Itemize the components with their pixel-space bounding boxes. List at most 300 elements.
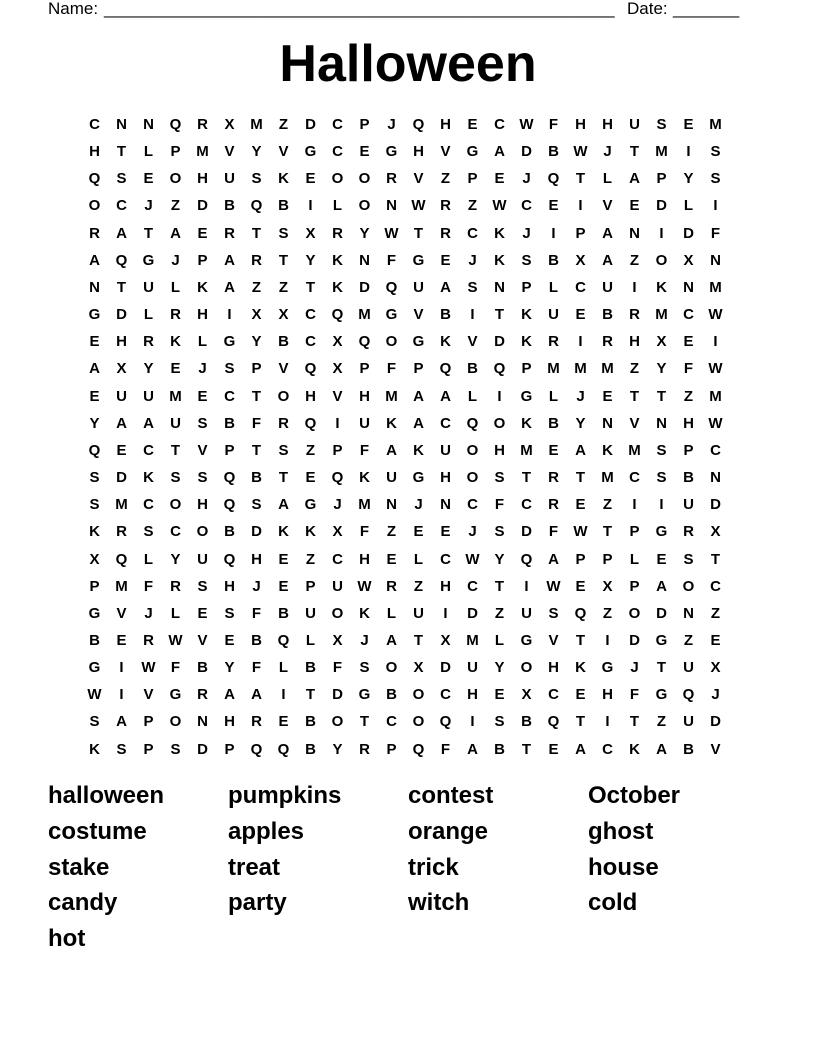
grid-letter: P <box>197 251 208 269</box>
grid-letter: G <box>88 659 101 677</box>
grid-letter: I <box>659 496 664 514</box>
grid-letter: T <box>575 713 586 731</box>
grid-letter: R <box>386 170 397 188</box>
grid-letter: L <box>143 306 154 324</box>
grid-letter: A <box>413 387 424 405</box>
grid-letter: S <box>521 251 532 269</box>
grid-letter: I <box>335 414 340 432</box>
grid-letter: A <box>116 713 127 731</box>
grid-letter: R <box>548 496 559 514</box>
grid-letter: W <box>708 414 723 432</box>
grid-letter: S <box>710 143 721 161</box>
grid-letter: R <box>602 333 613 351</box>
grid-letter: H <box>224 713 235 731</box>
grid-letter: L <box>143 550 154 568</box>
grid-letter: E <box>143 170 154 188</box>
grid-letter: R <box>548 333 559 351</box>
grid-letter: H <box>197 170 208 188</box>
grid-letter: L <box>170 604 181 622</box>
grid-letter: M <box>115 496 128 514</box>
grid-letter: Z <box>602 496 613 514</box>
grid-letter: I <box>713 197 718 215</box>
word-list-item: pumpkins <box>228 782 342 809</box>
grid-letter: C <box>440 686 451 704</box>
grid-letter: S <box>170 469 181 487</box>
grid-letter: Q <box>466 414 479 432</box>
grid-letter: E <box>548 740 559 758</box>
grid-letter: I <box>119 659 124 677</box>
grid-letter: T <box>170 441 181 459</box>
word-list-item: witch <box>408 889 470 917</box>
word-list-item: October <box>588 782 681 809</box>
grid-letter: Q <box>331 469 344 487</box>
grid-letter: O <box>385 333 398 351</box>
grid-letter: R <box>170 306 181 324</box>
grid-letter: E <box>305 170 316 188</box>
grid-letter: X <box>89 550 100 568</box>
grid-letter: B <box>305 740 316 758</box>
grid-letter: B <box>89 631 100 649</box>
grid-letter: A <box>89 251 100 269</box>
grid-letter: A <box>602 224 613 242</box>
grid-letter: L <box>494 631 505 649</box>
grid-letter: N <box>197 713 208 731</box>
grid-letter: K <box>278 170 289 188</box>
grid-letter: N <box>683 278 694 296</box>
grid-letter: A <box>656 577 667 595</box>
grid-letter: I <box>578 333 583 351</box>
grid-letter: G <box>466 143 479 161</box>
grid-letter: M <box>520 441 533 459</box>
grid-letter: P <box>629 523 640 541</box>
grid-letter: L <box>413 550 424 568</box>
grid-letter: R <box>251 251 262 269</box>
grid-letter: W <box>708 306 723 324</box>
word-list-item: party <box>228 889 287 917</box>
grid-letter: C <box>683 306 694 324</box>
grid-letter: E <box>629 197 640 215</box>
grid-letter: G <box>520 631 533 649</box>
grid-letter: M <box>466 631 479 649</box>
grid-letter: U <box>629 116 640 133</box>
grid-letter: K <box>656 278 667 296</box>
grid-letter: S <box>656 116 667 133</box>
grid-letter: V <box>413 306 424 324</box>
grid-letter: K <box>359 469 370 487</box>
grid-letter: P <box>386 740 397 758</box>
grid-letter: K <box>494 251 505 269</box>
grid-letter: Z <box>602 604 613 622</box>
grid-letter: F <box>548 116 559 133</box>
grid-letter: V <box>197 631 208 649</box>
grid-letter: N <box>359 251 370 269</box>
date-blank: _______ <box>673 0 740 18</box>
grid-letter: P <box>467 170 478 188</box>
grid-letter: S <box>224 604 235 622</box>
grid-letter: V <box>332 387 343 405</box>
grid-letter: O <box>169 496 182 514</box>
grid-letter: P <box>629 577 640 595</box>
grid-letter: G <box>304 496 317 514</box>
grid-letter: G <box>358 686 371 704</box>
grid-letter: J <box>522 170 531 188</box>
grid-letter: X <box>440 631 451 649</box>
grid-letter: H <box>224 577 235 595</box>
grid-letter: H <box>251 550 262 568</box>
grid-letter: I <box>119 686 124 704</box>
grid-letter: D <box>494 333 505 351</box>
grid-letter: C <box>89 116 100 133</box>
grid-letter: N <box>629 224 640 242</box>
grid-letter: J <box>144 197 153 215</box>
grid-letter: T <box>521 469 532 487</box>
grid-letter: T <box>251 224 262 242</box>
grid-letter: I <box>632 278 637 296</box>
grid-letter: W <box>573 523 588 541</box>
grid-letter: H <box>89 143 100 161</box>
name-label: Name: <box>48 0 99 18</box>
grid-letter: Q <box>115 550 128 568</box>
grid-letter: Q <box>520 550 533 568</box>
grid-letter: D <box>656 604 667 622</box>
grid-letter: A <box>116 224 127 242</box>
grid-letter: C <box>629 469 640 487</box>
grid-letter: K <box>359 604 370 622</box>
grid-letter: E <box>602 387 613 405</box>
grid-letter: T <box>521 740 532 758</box>
grid-letter: J <box>171 251 180 269</box>
grid-letter: E <box>305 469 316 487</box>
grid-letter: Q <box>223 469 236 487</box>
grid-letter: R <box>197 116 208 133</box>
grid-letter: U <box>602 278 613 296</box>
grid-letter: G <box>88 604 101 622</box>
grid-letter: J <box>414 496 423 514</box>
grid-letter: Z <box>683 631 694 649</box>
grid-letter: Q <box>358 333 371 351</box>
grid-letter: Q <box>493 360 506 378</box>
grid-letter: B <box>683 740 694 758</box>
grid-letter: A <box>440 278 451 296</box>
grid-letter: E <box>683 333 694 351</box>
grid-letter: X <box>413 659 424 677</box>
grid-letter: R <box>224 224 235 242</box>
grid-letter: D <box>197 197 208 215</box>
grid-letter: B <box>683 469 694 487</box>
grid-letter: Y <box>224 659 235 677</box>
grid-letter: H <box>116 333 127 351</box>
grid-letter: Q <box>88 441 101 459</box>
grid-letter: C <box>521 496 532 514</box>
grid-letter: U <box>467 659 478 677</box>
grid-letter: C <box>143 496 154 514</box>
grid-letter: J <box>468 523 477 541</box>
grid-letter: P <box>170 143 181 161</box>
grid-letter: K <box>386 414 397 432</box>
grid-letter: U <box>197 550 208 568</box>
grid-letter: I <box>605 713 610 731</box>
grid-letter: S <box>89 496 100 514</box>
grid-letter: M <box>655 143 668 161</box>
grid-letter: R <box>386 577 397 595</box>
grid-letter: B <box>548 143 559 161</box>
grid-letter: F <box>251 659 262 677</box>
grid-letter: O <box>466 441 479 459</box>
grid-letter: Z <box>683 387 694 405</box>
grid-letter: A <box>251 686 262 704</box>
grid-letter: D <box>467 604 478 622</box>
grid-letter: F <box>386 251 397 269</box>
grid-letter: S <box>467 278 478 296</box>
grid-letter: J <box>522 224 531 242</box>
grid-letter: S <box>197 469 208 487</box>
grid-letter: E <box>467 116 478 133</box>
grid-letter: V <box>413 170 424 188</box>
grid-letter: H <box>440 577 451 595</box>
grid-letter: C <box>710 441 721 459</box>
grid-letter: Q <box>223 496 236 514</box>
grid-letter: E <box>89 387 100 405</box>
grid-letter: X <box>116 360 127 378</box>
grid-letter: J <box>468 251 477 269</box>
grid-letter: W <box>546 577 561 595</box>
grid-letter: S <box>494 523 505 541</box>
grid-letter: L <box>170 278 181 296</box>
grid-letter: N <box>602 414 613 432</box>
grid-letter: S <box>197 577 208 595</box>
grid-letter: O <box>493 414 506 432</box>
grid-letter: R <box>359 740 370 758</box>
grid-letter: E <box>683 116 694 133</box>
grid-letter: X <box>278 306 289 324</box>
grid-letter: T <box>251 441 262 459</box>
grid-letter: M <box>196 143 209 161</box>
grid-letter: E <box>710 631 721 649</box>
grid-letter: A <box>116 414 127 432</box>
grid-letter: Q <box>115 251 128 269</box>
grid-letter: W <box>87 686 102 704</box>
grid-letter: T <box>656 659 667 677</box>
grid-letter: S <box>116 740 127 758</box>
grid-letter: V <box>278 143 289 161</box>
grid-letter: R <box>332 224 343 242</box>
grid-letter: W <box>411 197 426 215</box>
grid-letter: Z <box>467 197 478 215</box>
grid-letter: C <box>575 278 586 296</box>
grid-letter: Z <box>278 278 289 296</box>
grid-letter: L <box>197 333 208 351</box>
grid-letter: F <box>251 604 262 622</box>
grid-letter: T <box>413 631 424 649</box>
grid-letter: S <box>116 170 127 188</box>
grid-letter: L <box>305 631 316 649</box>
grid-letter: F <box>548 523 559 541</box>
grid-letter: O <box>412 686 425 704</box>
grid-letter: D <box>305 116 316 133</box>
grid-letter: G <box>655 631 668 649</box>
grid-letter: A <box>224 686 235 704</box>
grid-letter: B <box>440 306 451 324</box>
grid-letter: U <box>413 278 424 296</box>
grid-letter: O <box>520 659 533 677</box>
grid-letter: M <box>709 387 722 405</box>
grid-letter: Z <box>305 441 316 459</box>
grid-letter: D <box>521 523 532 541</box>
grid-letter: B <box>278 197 289 215</box>
grid-letter: Q <box>412 740 425 758</box>
grid-letter: V <box>143 686 154 704</box>
grid-letter: Y <box>683 170 694 188</box>
grid-letter: X <box>710 523 721 541</box>
grid-letter: N <box>710 469 721 487</box>
grid-letter: A <box>575 740 586 758</box>
grid-letter: O <box>331 170 344 188</box>
grid-letter: C <box>494 116 505 133</box>
grid-letter: K <box>332 251 343 269</box>
grid-letter: T <box>629 143 640 161</box>
grid-letter: F <box>683 360 694 378</box>
grid-letter: I <box>686 143 691 161</box>
grid-letter: I <box>605 631 610 649</box>
grid-letter: T <box>278 469 289 487</box>
grid-letter: G <box>520 387 533 405</box>
grid-letter: O <box>358 197 371 215</box>
grid-letter: P <box>224 441 235 459</box>
word-list-item: house <box>588 853 659 881</box>
grid-letter: C <box>332 550 343 568</box>
grid-letter: E <box>197 224 208 242</box>
grid-letter: N <box>143 116 154 133</box>
grid-letter: T <box>575 170 586 188</box>
grid-letter: S <box>197 414 208 432</box>
grid-letter: G <box>655 523 668 541</box>
grid-letter: Z <box>440 170 451 188</box>
letter-grid <box>81 111 729 763</box>
grid-letter: V <box>710 740 721 758</box>
grid-letter: Q <box>547 170 560 188</box>
grid-letter: P <box>143 713 154 731</box>
grid-letter: M <box>601 469 614 487</box>
grid-letter: D <box>116 469 127 487</box>
grid-letter: M <box>250 116 263 133</box>
grid-letter: X <box>575 251 586 269</box>
grid-letter: B <box>224 523 235 541</box>
grid-letter: P <box>656 170 667 188</box>
grid-letter: Z <box>494 604 505 622</box>
grid-letter: F <box>359 523 370 541</box>
grid-letter: P <box>602 550 613 568</box>
grid-letter: L <box>602 170 613 188</box>
grid-letter: C <box>224 387 235 405</box>
grid-letter: H <box>305 387 316 405</box>
grid-letter: H <box>197 496 208 514</box>
grid-letter: O <box>331 713 344 731</box>
grid-letter: E <box>440 523 451 541</box>
grid-letter: H <box>413 143 424 161</box>
grid-letter: B <box>494 740 505 758</box>
grid-letter: N <box>683 604 694 622</box>
grid-letter: E <box>278 713 289 731</box>
grid-letter: A <box>656 740 667 758</box>
grid-letter: C <box>332 143 343 161</box>
grid-letter: P <box>413 360 424 378</box>
grid-letter: T <box>251 387 262 405</box>
grid-letter: C <box>467 224 478 242</box>
grid-letter: H <box>629 333 640 351</box>
grid-letter: Z <box>710 604 721 622</box>
grid-letter: M <box>547 360 560 378</box>
grid-letter: G <box>655 686 668 704</box>
grid-letter: G <box>88 306 101 324</box>
grid-letter: C <box>710 577 721 595</box>
grid-letter: R <box>170 577 181 595</box>
grid-letter: V <box>440 143 451 161</box>
grid-letter: F <box>170 659 181 677</box>
grid-letter: U <box>521 604 532 622</box>
grid-letter: T <box>656 387 667 405</box>
grid-letter: B <box>251 469 262 487</box>
grid-letter: R <box>683 523 694 541</box>
grid-letter: B <box>602 306 613 324</box>
grid-letter: T <box>305 278 316 296</box>
grid-letter: P <box>521 360 532 378</box>
grid-letter: A <box>548 550 559 568</box>
grid-letter: E <box>170 360 181 378</box>
grid-letter: V <box>548 631 559 649</box>
grid-letter: A <box>494 143 505 161</box>
grid-letter: K <box>278 523 289 541</box>
grid-letter: U <box>170 414 181 432</box>
grid-letter: S <box>494 713 505 731</box>
grid-letter: K <box>332 278 343 296</box>
grid-letter: Y <box>143 360 154 378</box>
grid-letter: O <box>358 170 371 188</box>
grid-letter: A <box>386 631 397 649</box>
grid-letter: M <box>655 306 668 324</box>
grid-letter: W <box>357 577 372 595</box>
grid-letter: H <box>359 387 370 405</box>
grid-letter: F <box>251 414 262 432</box>
grid-letter: F <box>143 577 154 595</box>
grid-letter: R <box>440 197 451 215</box>
grid-letter: O <box>277 387 290 405</box>
grid-letter: O <box>169 713 182 731</box>
grid-letter: E <box>575 306 586 324</box>
grid-letter: Y <box>305 251 316 269</box>
grid-letter: J <box>360 631 369 649</box>
grid-letter: W <box>168 631 183 649</box>
grid-letter: A <box>467 740 478 758</box>
grid-letter: T <box>629 713 640 731</box>
grid-letter: S <box>89 713 100 731</box>
grid-letter: N <box>116 116 127 133</box>
grid-letter: Q <box>223 550 236 568</box>
grid-letter: G <box>385 306 398 324</box>
grid-letter: A <box>224 278 235 296</box>
grid-letter: E <box>89 333 100 351</box>
grid-letter: G <box>412 251 425 269</box>
grid-letter: J <box>630 659 639 677</box>
grid-letter: E <box>575 577 586 595</box>
grid-letter: U <box>332 577 343 595</box>
grid-letter: S <box>170 740 181 758</box>
grid-letter: D <box>710 496 721 514</box>
grid-letter: Q <box>547 713 560 731</box>
grid-letter: K <box>494 224 505 242</box>
grid-letter: T <box>629 387 640 405</box>
grid-letter: J <box>333 496 342 514</box>
grid-letter: O <box>412 713 425 731</box>
